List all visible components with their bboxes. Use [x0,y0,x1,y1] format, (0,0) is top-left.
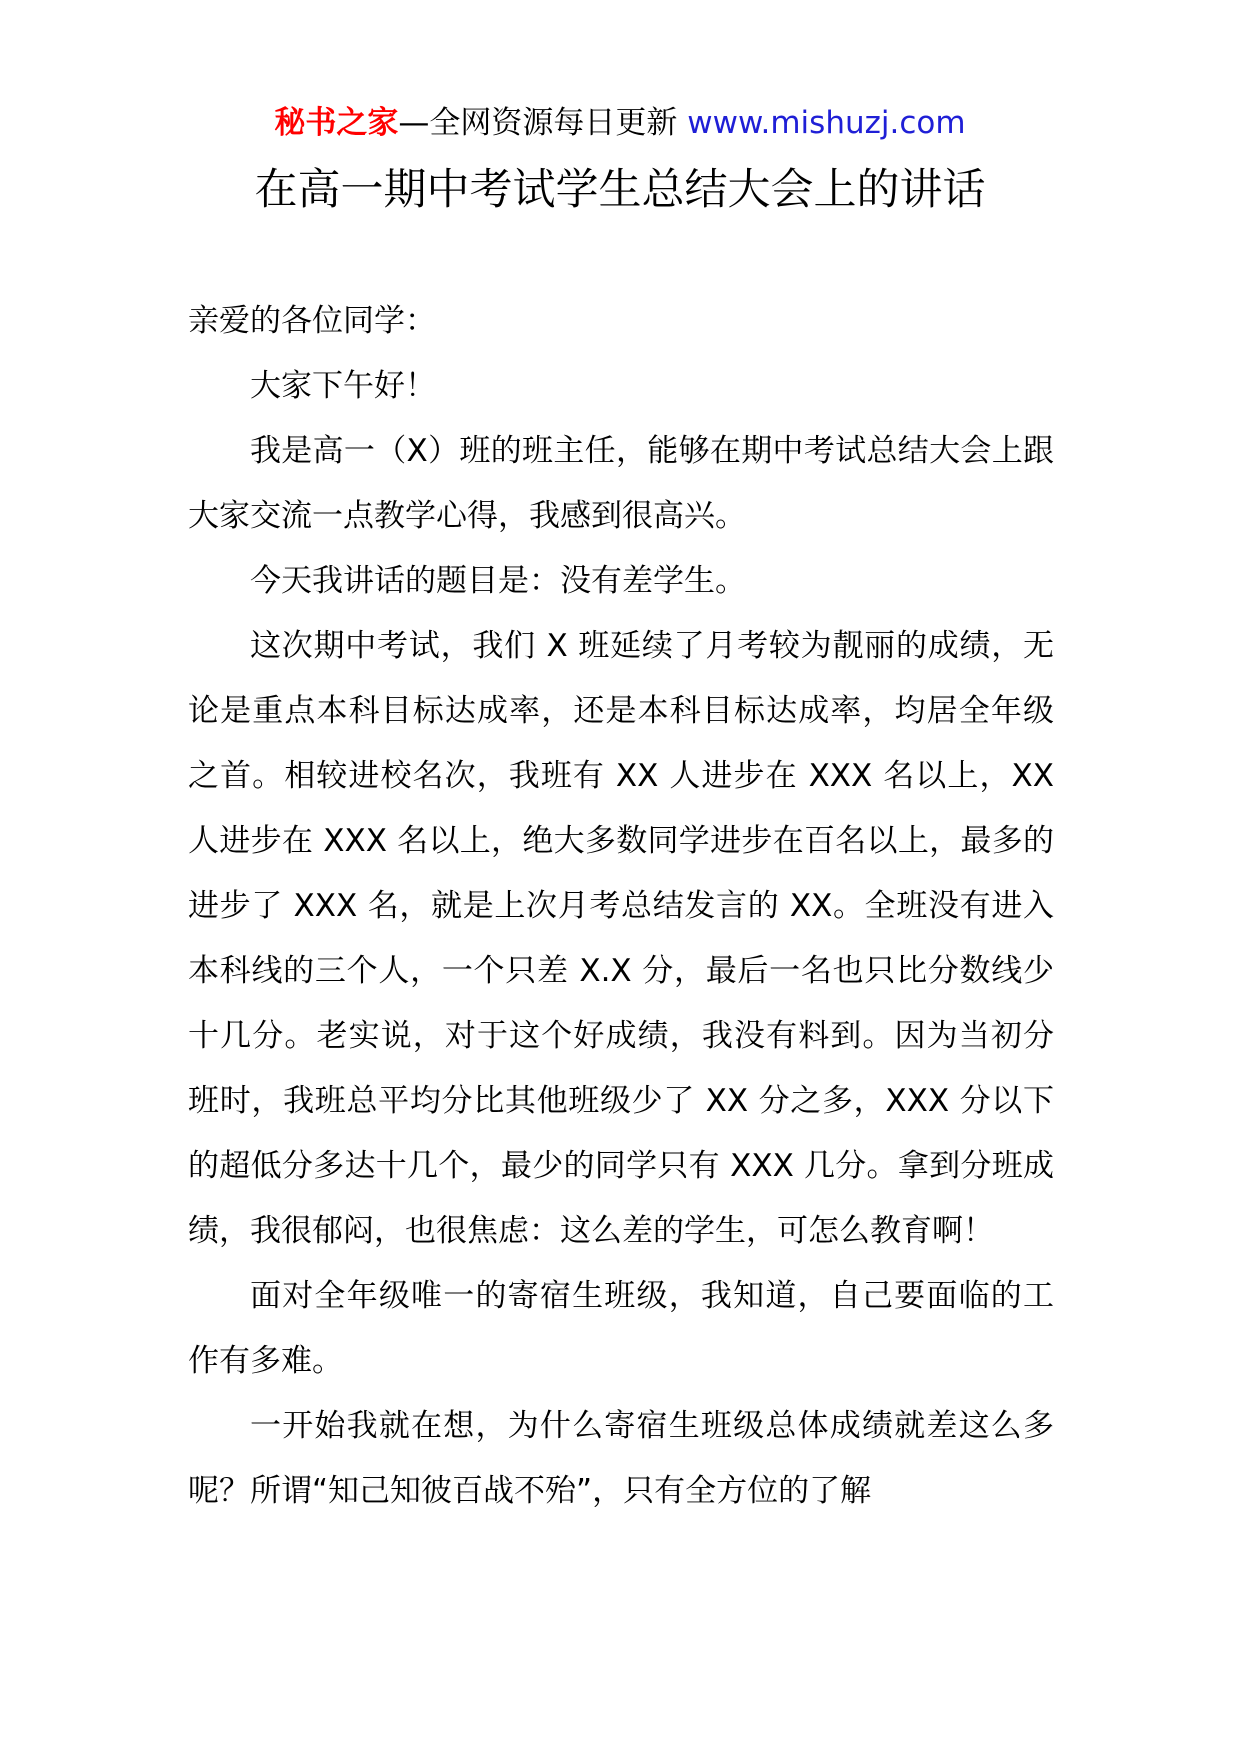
paragraph-3: 今天我讲话的题目是：没有差学生。 [250,563,746,599]
document-title: 在高一期中考试学生总结大会上的讲话 [254,165,986,215]
paragraph-5: 面对全年级唯一的寄宿生班级，我知道，自己要面临的工作有多难。 [188,1278,1054,1379]
site-brand: 秘书之家 [274,105,399,141]
site-url-link[interactable]: www.mishuzj.com [687,105,966,141]
paragraph-4: 这次期中考试，我们 X 班延续了月考较为靓丽的成绩，无论是重点本科目标达成率，还是本科目标达成率，均居全年级之首。相较进校名次，我班有 XX 人进步在 XXX 名以上，XX 人进步在 XXX 名以上，绝大多数同学进步在百名以上，最多的进步了 XXX 名，就是上次月考总结发言的 XX。全班没有进入本科线的三个人，一个只差 X.X 分，最后一名也只比分数线少十几分。老实说，对于这个好成绩，我没有料到。因为当初分班时，我班总平均分比其他班级少了 XX 分之多，XXX 分以下的超低分多达十几个，最少的同学只有 XXX 几分。拿到分班成绩，我很郁闷，也很焦虑：这么差的学生，可怎么教育啊！ [188,628,1054,1249]
paragraph-1: 大家下午好！ [250,368,436,404]
paragraph-2: 我是高一（X）班的班主任，能够在期中考试总结大会上跟大家交流一点教学心得，我感到很高兴。 [188,433,1054,534]
greeting: 亲爱的各位同学： [188,303,436,339]
site-tagline: —全网资源每日更新 [398,105,678,141]
site-header [0,100,1240,146]
document-body [188,289,1054,1524]
paragraph-6: 一开始我就在想，为什么寄宿生班级总体成绩就差这么多呢？所谓“知己知彼百战不殆”，只有全方位的了解 [188,1408,1054,1509]
